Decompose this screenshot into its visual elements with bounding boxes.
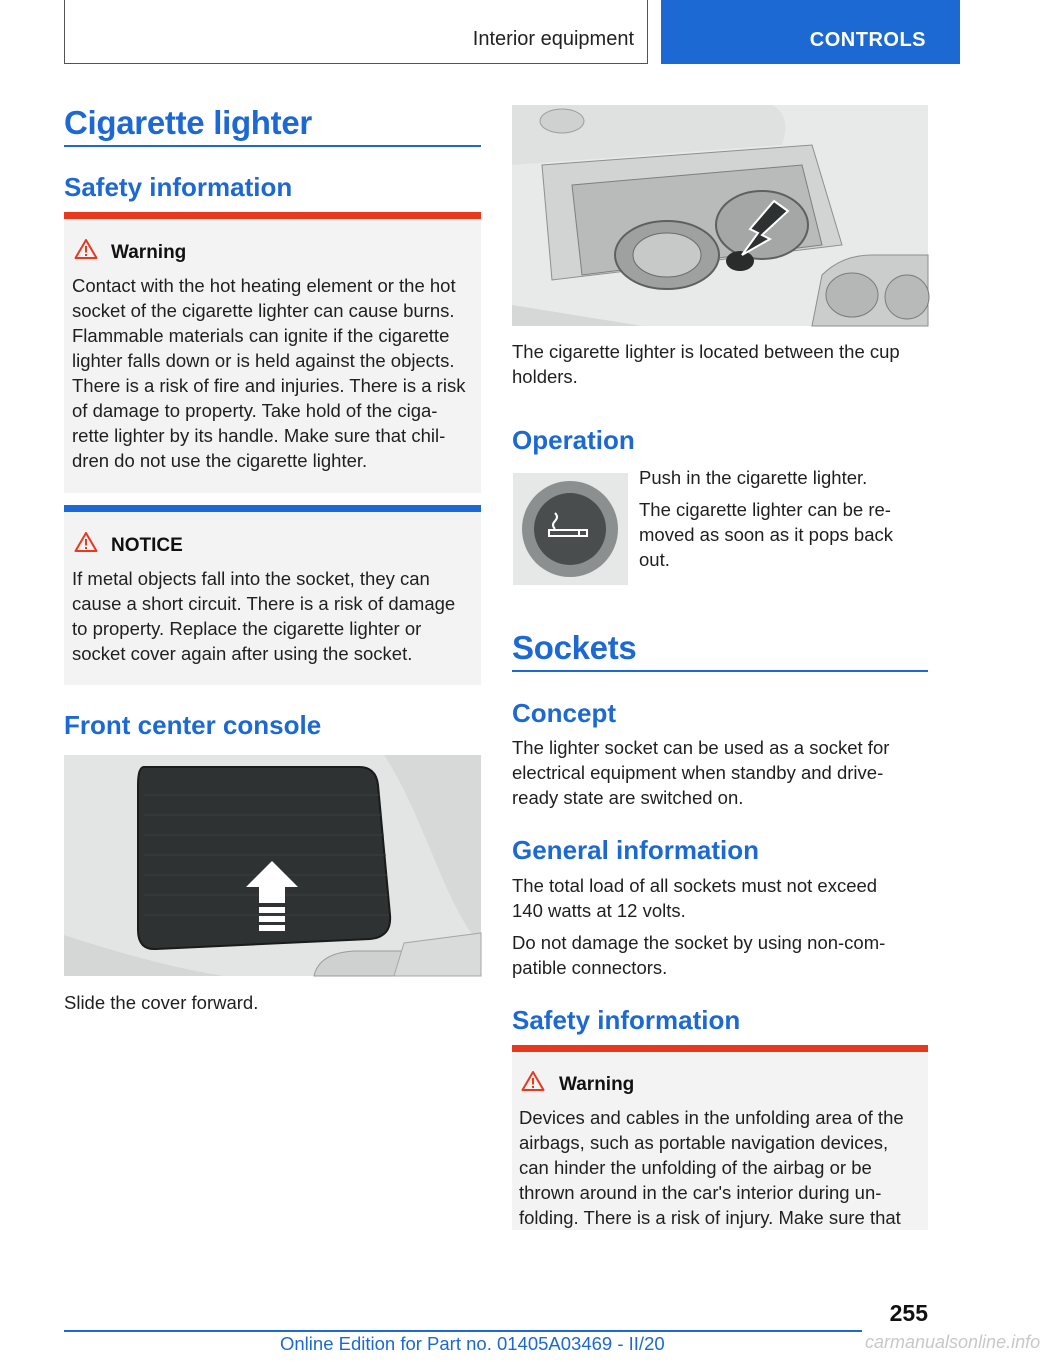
text-line: folding. There is a risk of injury. Make sure that xyxy=(519,1207,901,1228)
text-line: airbags, such as portable navigation devices, xyxy=(519,1132,889,1153)
header-tab-label: CONTROLS xyxy=(809,29,926,51)
text-line: If metal objects fall into the socket, they can xyxy=(72,568,430,589)
heading-safety-information-sockets: Safety information xyxy=(512,1005,741,1035)
console-caption: Slide the cover forward. xyxy=(64,992,259,1013)
heading-concept: Concept xyxy=(512,698,616,728)
text-line: electrical equipment when standby and drive- xyxy=(512,762,884,783)
text-line: The cigarette lighter is located between the cup xyxy=(512,341,900,362)
page-number: 255 xyxy=(889,1300,928,1326)
text-line: rette lighter by its handle. Make sure that chil- xyxy=(72,425,446,446)
header-section-title: Interior equipment xyxy=(472,28,634,50)
sockets-rule xyxy=(512,670,928,672)
text-line: Devices and cables in the unfolding area of the xyxy=(519,1107,904,1128)
socket-warning-text xyxy=(519,1105,904,1230)
text-line: patible connectors. xyxy=(512,957,668,978)
warning-triangle-icon xyxy=(521,1070,545,1092)
text-line: cause a short circuit. There is a risk of damage xyxy=(72,593,456,614)
text-line: Push in the cigarette lighter. xyxy=(639,467,868,488)
text-line: moved as soon as it pops back xyxy=(639,524,894,545)
text-line: can hinder the unfolding of the airbag or be xyxy=(519,1157,872,1178)
text-line: thrown around in the car's interior during un- xyxy=(519,1182,882,1203)
concept-paragraph xyxy=(512,735,889,810)
operation-paragraph xyxy=(639,465,893,572)
warning-bar xyxy=(512,1045,928,1052)
text-line: The lighter socket can be used as a socket for xyxy=(512,737,890,758)
socket-warning-title: Warning xyxy=(559,1074,635,1095)
text-line: lighter falls down or is held against the objects. xyxy=(72,350,455,371)
notice-text xyxy=(72,566,455,666)
lighter-button-image xyxy=(513,473,628,585)
text-line: holders. xyxy=(512,366,578,387)
warning-bar xyxy=(64,212,481,219)
general-paragraph xyxy=(512,873,885,980)
footer-edition: Online Edition for Part no. 01405A03469 - II/20 xyxy=(280,1333,665,1354)
text-line: out. xyxy=(639,549,670,570)
heading-sockets: Sockets xyxy=(512,629,637,666)
warning-text xyxy=(72,273,465,473)
text-line: Flammable materials can ignite if the cigarette xyxy=(72,325,450,346)
text-line: of damage to property. Take hold of the ciga- xyxy=(72,400,438,421)
heading-operation: Operation xyxy=(512,425,635,455)
text-line: Do not damage the socket by using non-com- xyxy=(512,932,886,953)
warning-triangle-icon xyxy=(74,531,98,553)
heading-safety-information: Safety information xyxy=(64,172,293,202)
page-title-cigarette-lighter: Cigarette lighter xyxy=(64,104,312,141)
heading-general-information: General information xyxy=(512,835,760,865)
text-line: The total load of all sockets must not exceed xyxy=(512,875,878,896)
center-console-illustration xyxy=(64,755,481,976)
cigarette-lighter-icon xyxy=(513,473,628,585)
cup-holder-illustration xyxy=(512,105,928,326)
warning-triangle-icon xyxy=(74,238,98,260)
text-line: socket cover again after using the socket. xyxy=(72,643,413,664)
text-line: There is a risk of fire and injuries. There is a risk xyxy=(72,375,466,396)
warning-title: Warning xyxy=(111,242,187,263)
text-line: ready state are switched on. xyxy=(512,787,744,808)
text-line: to property. Replace the cigarette lighter or xyxy=(72,618,422,639)
text-line: dren do not use the cigarette lighter. xyxy=(72,450,368,471)
footer-rule xyxy=(64,1330,862,1332)
watermark-logo: carmanualsonline.info xyxy=(865,1332,1040,1352)
text-line: Contact with the hot heating element or the hot xyxy=(72,275,456,296)
notice-bar xyxy=(64,505,481,512)
notice-title: NOTICE xyxy=(111,535,183,556)
heading-front-center-console: Front center console xyxy=(64,710,322,740)
location-paragraph xyxy=(512,339,900,389)
text-line: The cigarette lighter can be re- xyxy=(639,499,891,520)
title-rule xyxy=(64,145,481,147)
text-line: socket of the cigarette lighter can cause burns. xyxy=(72,300,455,321)
text-line: 140 watts at 12 volts. xyxy=(512,900,686,921)
